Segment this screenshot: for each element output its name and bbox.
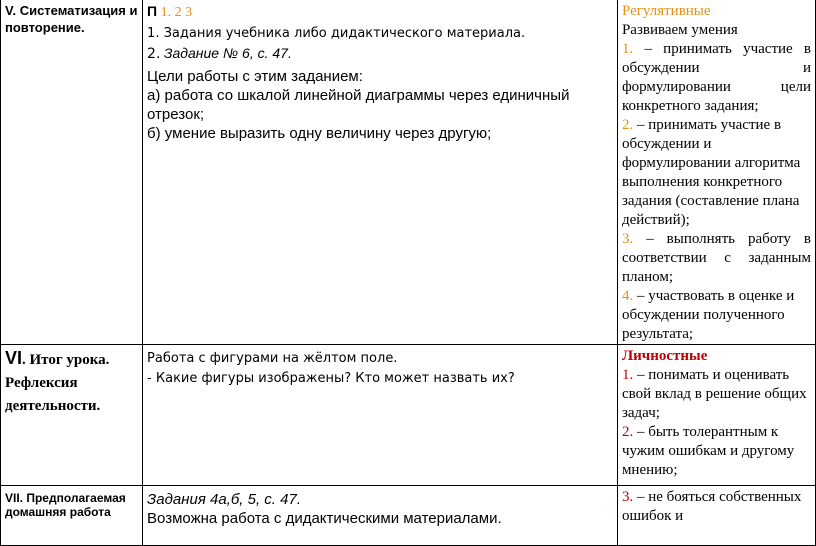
stage-title: V. Систематизация и повторение. — [5, 3, 138, 35]
stage-cell — [1, 0, 143, 345]
goals-title: Цели работы с этим заданием: — [147, 68, 363, 85]
content-cell — [143, 0, 618, 345]
stage-title: VI. Итог урока. Рефлексия деятельности. — [5, 348, 110, 414]
uud-cell — [617, 345, 815, 486]
content-cell — [143, 345, 618, 486]
stage-cell — [1, 345, 143, 486]
table-row-stage-7 — [1, 486, 816, 546]
uud-item: 1. – понимать и оценивать свой вклад в решение общих задач; — [621, 367, 807, 421]
stage-title: VII. Предполагаемая домашняя работа — [5, 491, 126, 519]
goal-b: б) умение выразить одну величину через другую; — [147, 125, 492, 142]
task-line-1: 1. Задания учебника либо дидактического материала. — [147, 26, 526, 41]
uud-item: 2. – быть толерантным к чужим ошибкам и другому мнению; — [621, 424, 795, 478]
content-line-1: Задания 4а,б, 5, с. 47. — [147, 491, 301, 508]
uud-title: Регулятивные — [621, 3, 711, 19]
content-line-2: - Какие фигуры изображены? Кто может назвать их? — [147, 371, 515, 386]
table-row-stage-6 — [1, 345, 816, 486]
task-line-2: 2. Задание № 6, с. 47. — [147, 45, 292, 62]
table-row-stage-5 — [1, 0, 816, 345]
uud-item: 2. – принимать участие в обсуждении и формулировании алгоритма выполнения конкретного задания (составление плана действий); — [621, 117, 801, 228]
uud-intro: Развиваем умения — [621, 22, 738, 38]
content-heading: П 1. 2 3 — [147, 3, 193, 20]
content-cell — [143, 486, 618, 546]
content-line-1: Работа с фигурами на жёлтом поле. — [147, 351, 398, 366]
content-line-2: Возможна работа с дидактическими материалами. — [147, 510, 502, 527]
uud-item: 3. – не бояться собственных ошибок и — [621, 489, 802, 524]
uud-title: Личностные — [621, 348, 708, 364]
uud-item: 3. – выполнять работу в соответствии с заданным планом; — [621, 231, 811, 285]
uud-item: 1. – принимать участие в обсуждении и формулировании цели конкретного задания; — [621, 41, 811, 114]
goal-a: а) работа со шкалой линейной диаграммы через единичный отрезок; — [147, 87, 570, 123]
stage-cell — [1, 486, 143, 546]
uud-item: 4. – участвовать в оценке и обсуждении полученного результата; — [621, 288, 795, 342]
uud-cell — [617, 486, 815, 546]
uud-cell — [617, 0, 815, 345]
